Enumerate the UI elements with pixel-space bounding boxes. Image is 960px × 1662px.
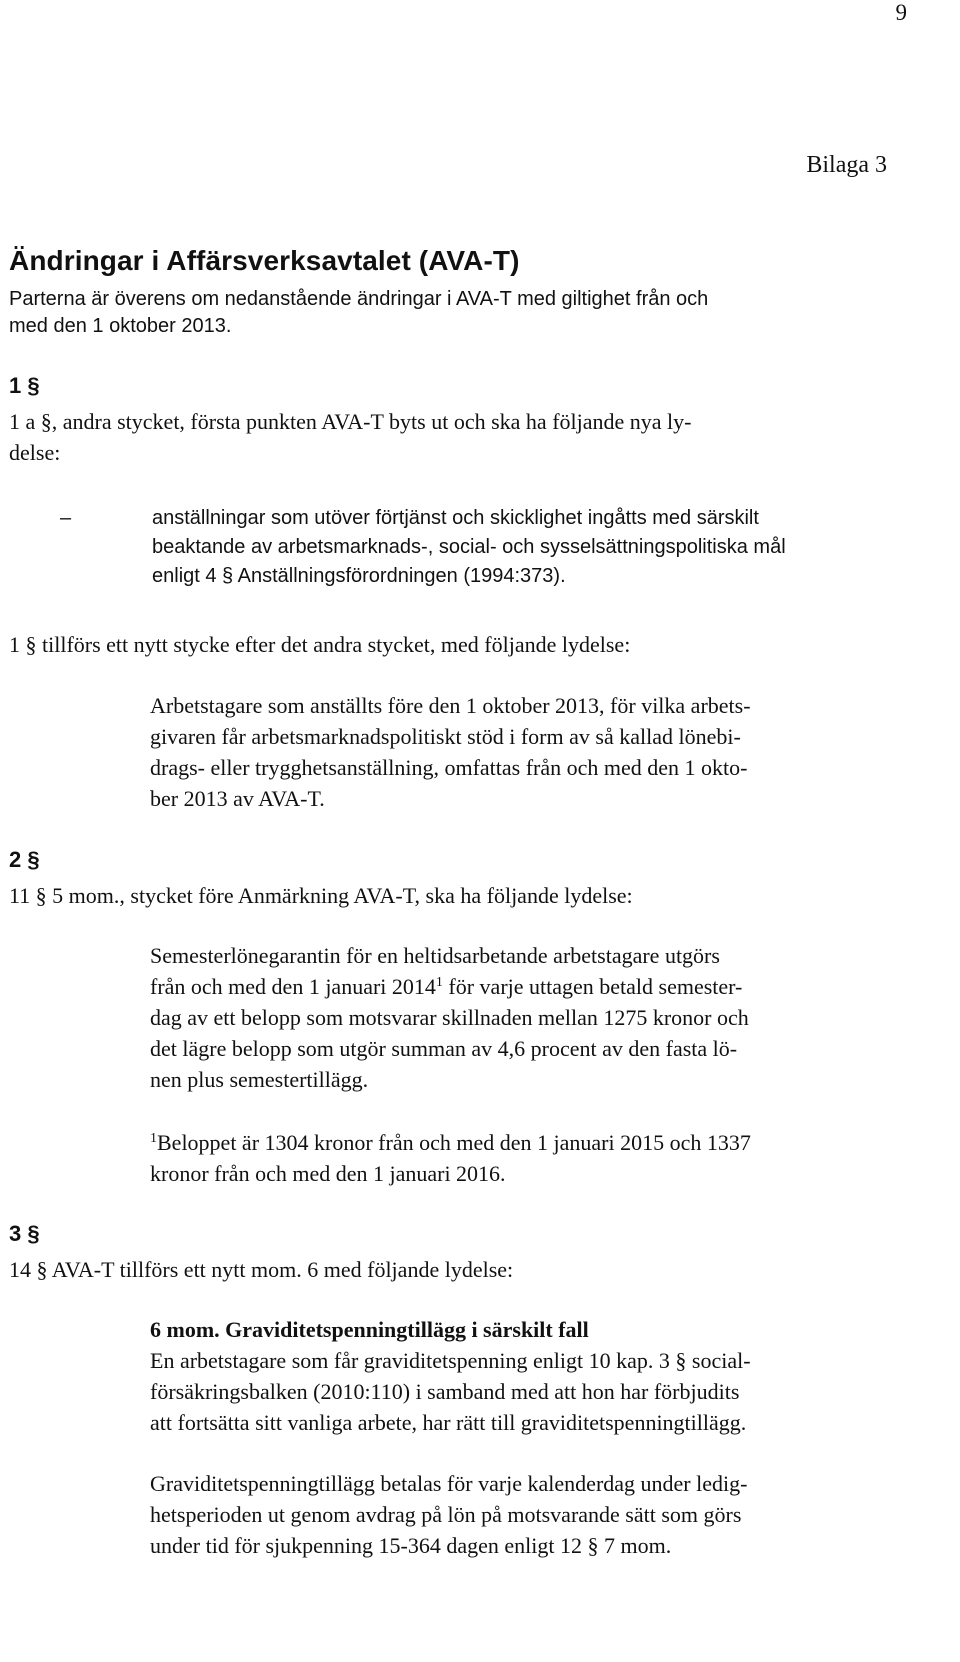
quote-line: drags- eller trygghetsanställning, omfattas från och med den 1 okto- (150, 755, 748, 780)
section-2-quote (150, 940, 910, 1095)
footnote-line: kronor från och med den 1 januari 2016. (150, 1161, 506, 1186)
paragraph-line: under tid för sjukpenning 15-364 dagen enligt 12 § 7 mom. (150, 1533, 672, 1558)
paragraph-line: En arbetstagare som får graviditetspenning enligt 10 kap. 3 § social- (150, 1348, 751, 1373)
quote-line: dag av ett belopp som motsvarar skillnaden mellan 1275 kronor och (150, 1005, 749, 1030)
intro-paragraph (9, 286, 909, 340)
section-1-text-line: 1 a §, andra stycket, första punkten AVA-T byts ut och ska ha följande nya ly- (9, 409, 692, 434)
section-1-text-line: delse: (9, 440, 61, 465)
quote-line: givaren får arbetsmarknadspolitiskt stöd i form av så kallad lönebi- (150, 724, 741, 749)
paragraph-line: försäkringsbalken (2010:110) i samband med att hon har förbjudits (150, 1379, 740, 1404)
document-title: Ändringar i Affärsverksavtalet (AVA-T) (9, 245, 520, 276)
quote-line: ber 2013 av AVA-T. (150, 786, 325, 811)
dash-bullet: – (60, 507, 72, 529)
quote-line (150, 971, 910, 1002)
footnote-line (150, 1127, 910, 1158)
section-1-heading: 1 § (9, 373, 40, 398)
bullet-line: beaktande av arbetsmarknads-, social- och sysselsättningspolitiska mål (152, 536, 786, 558)
quote-line: Semesterlönegarantin för en heltidsarbetande arbetstagare utgörs (150, 943, 720, 968)
bullet-line: anställningar som utöver förtjänst och skicklighet ingåtts med särskilt (152, 507, 759, 529)
paragraph-line: Graviditetspenningtillägg betalas för varje kalenderdag under ledig- (150, 1471, 748, 1496)
paragraph-line: att fortsätta sitt vanliga arbete, har rätt till graviditetspenningtillägg. (150, 1410, 747, 1435)
section-1-text (9, 406, 909, 468)
annex-label: Bilaga 3 (806, 152, 887, 178)
section-3-paragraph-2 (150, 1468, 910, 1561)
bullet-line: enligt 4 § Anställningsförordningen (1994:373). (152, 565, 566, 587)
section-2-text: 11 § 5 mom., stycket före Anmärkning AVA-T, ska ha följande lydelse: (9, 883, 633, 908)
intro-line: med den 1 oktober 2013. (9, 315, 232, 337)
section-2-heading: 2 § (9, 847, 40, 872)
mom-heading: 6 mom. Graviditetspenningtillägg i särskilt fall (150, 1317, 589, 1342)
section-3-mom-block (150, 1314, 910, 1438)
section-1-quote (150, 690, 910, 814)
section-3-text: 14 § AVA-T tillförs ett nytt mom. 6 med följande lydelse: (9, 1257, 514, 1282)
intro-line: Parterna är överens om nedanstående ändringar i AVA-T med giltighet från och (9, 288, 709, 310)
bullet-text (152, 504, 922, 591)
footnote-reference: 1 (435, 975, 443, 990)
quote-text: från och med den 1 januari 2014 (150, 974, 436, 999)
footnote-text: Beloppet är 1304 kronor från och med den 1 januari 2015 och 1337 (157, 1130, 751, 1155)
footnote-mark: 1 (150, 1131, 157, 1146)
page-number: 9 (895, 0, 907, 25)
quote-line: det lägre belopp som utgör summan av 4,6 procent av den fasta lö- (150, 1036, 738, 1061)
quote-line: nen plus semestertillägg. (150, 1067, 369, 1092)
footnote (150, 1127, 910, 1189)
paragraph-line: hetsperioden ut genom avdrag på lön på motsvarande sätt som görs (150, 1502, 742, 1527)
quote-line: Arbetstagare som anställts före den 1 oktober 2013, för vilka arbets- (150, 693, 751, 718)
section-3-heading: 3 § (9, 1221, 40, 1246)
section-1-text-2: 1 § tillförs ett nytt stycke efter det andra stycket, med följande lydelse: (9, 632, 631, 657)
quote-text: för varje uttagen betald semester- (442, 974, 743, 999)
